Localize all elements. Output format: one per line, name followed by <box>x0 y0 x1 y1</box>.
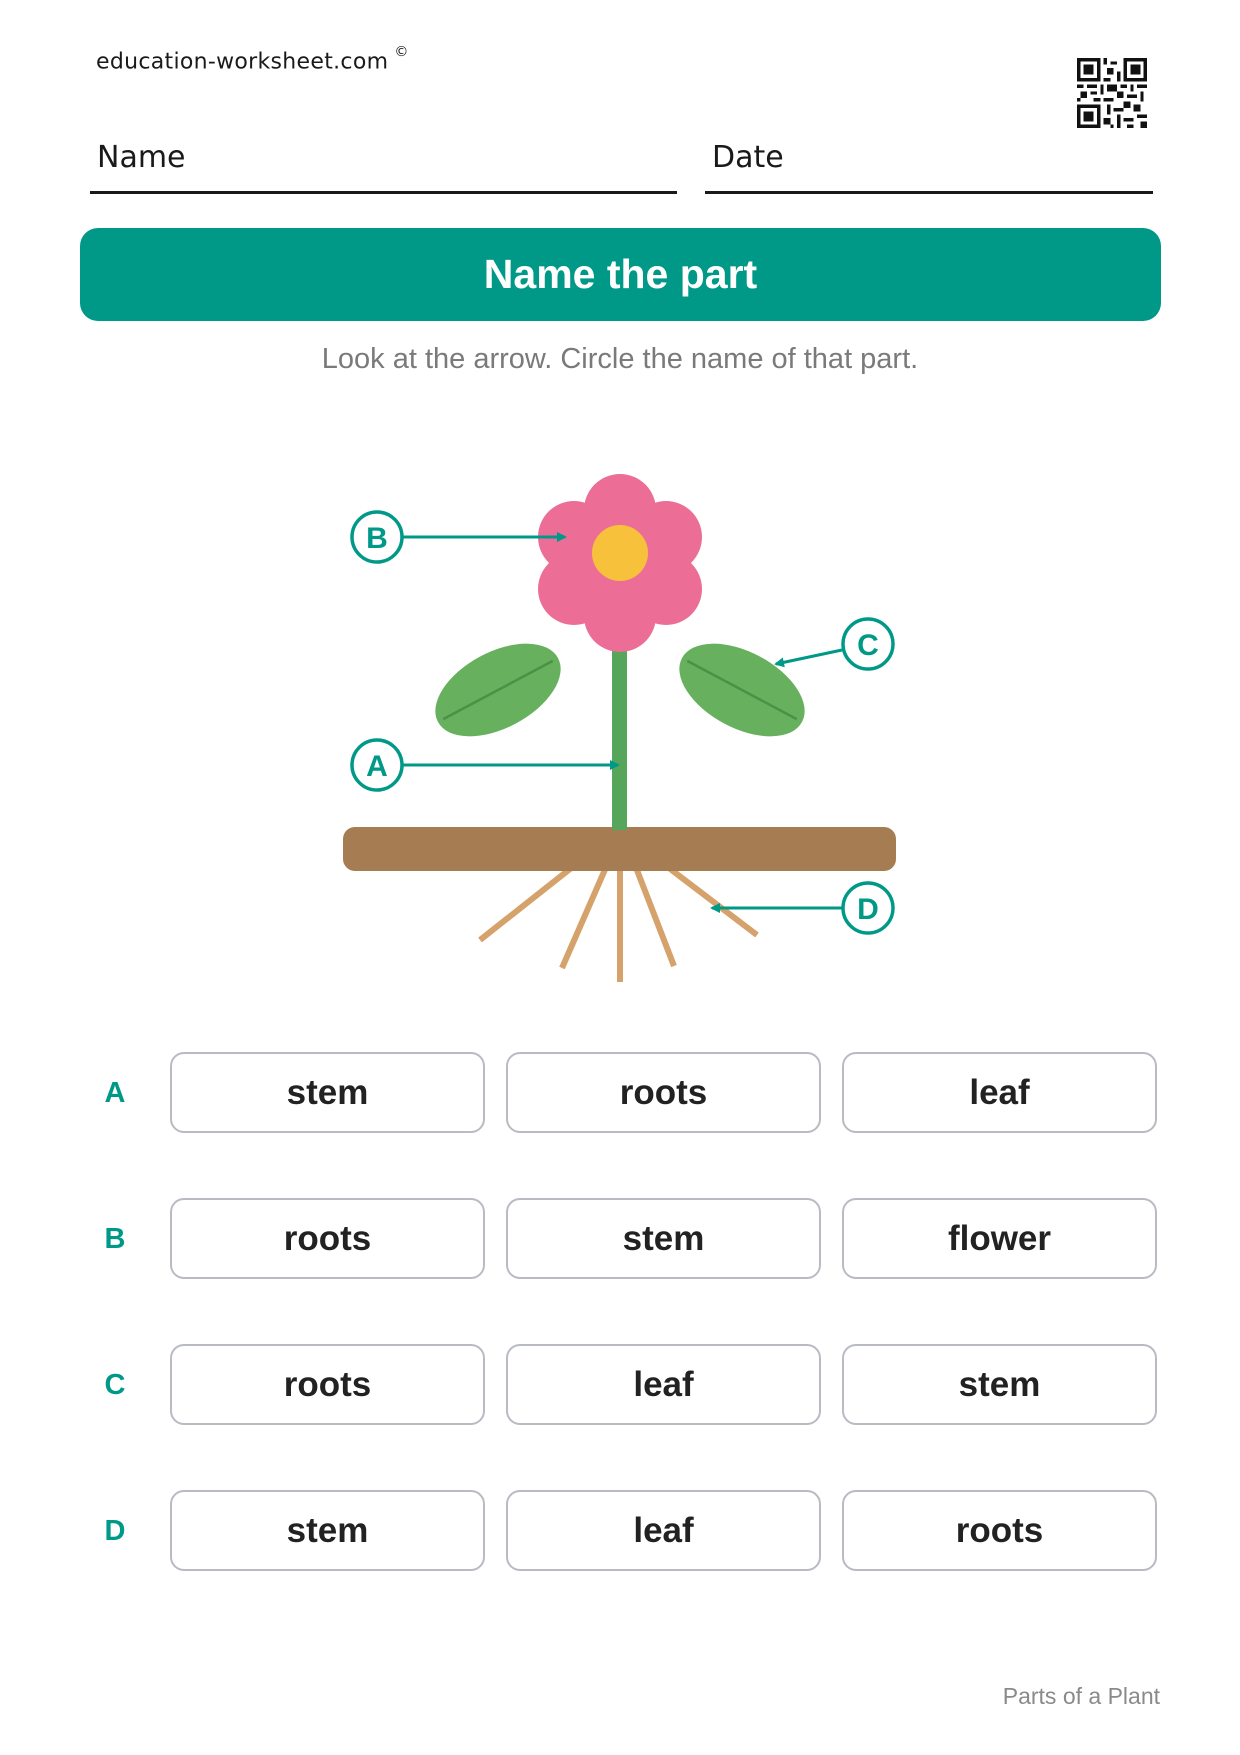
option-c-3[interactable]: stem <box>842 1344 1157 1425</box>
callout-b-label: B <box>366 522 388 555</box>
site-url: education-worksheet.com <box>96 49 389 75</box>
name-label: Name <box>97 140 186 175</box>
flower-center <box>592 525 648 581</box>
callout-c <box>776 619 893 669</box>
question-label-c: C <box>104 1369 126 1401</box>
option-c-1[interactable]: roots <box>170 1344 485 1425</box>
callout-d <box>712 883 893 933</box>
page-title: Name the part <box>483 251 758 297</box>
right-leaf <box>664 625 820 756</box>
option-c-2[interactable]: leaf <box>506 1344 821 1425</box>
question-label-d: D <box>104 1515 126 1547</box>
option-d-2[interactable]: leaf <box>506 1490 821 1571</box>
qr-code-icon <box>1077 58 1147 128</box>
callout-a-label: A <box>366 750 388 783</box>
option-b-3[interactable]: flower <box>842 1198 1157 1279</box>
option-a-2[interactable]: roots <box>506 1052 821 1133</box>
option-a-1[interactable]: stem <box>170 1052 485 1133</box>
option-b-2[interactable]: stem <box>506 1198 821 1279</box>
option-d-3[interactable]: roots <box>842 1490 1157 1571</box>
callout-d-label: D <box>857 893 879 926</box>
roots <box>480 865 757 982</box>
callout-a <box>352 740 618 790</box>
soil <box>343 827 896 871</box>
flower <box>538 474 702 652</box>
instructions: Look at the arrow. Circle the name of that part. <box>321 343 919 375</box>
name-field[interactable] <box>90 140 677 194</box>
option-b-1[interactable]: roots <box>170 1198 485 1279</box>
site-credit <box>96 44 409 75</box>
option-d-1[interactable]: stem <box>170 1490 485 1571</box>
footer-topic: Parts of a Plant <box>1002 1683 1160 1709</box>
date-field[interactable] <box>705 140 1153 194</box>
question-label-b: B <box>104 1223 126 1255</box>
title-banner <box>80 228 1161 321</box>
copyright-symbol: © <box>394 44 409 60</box>
option-a-3[interactable]: leaf <box>842 1052 1157 1133</box>
left-leaf <box>420 625 576 756</box>
date-label: Date <box>712 140 784 175</box>
callout-c-label: C <box>857 629 879 662</box>
callout-b <box>352 512 565 562</box>
question-label-a: A <box>104 1077 126 1109</box>
